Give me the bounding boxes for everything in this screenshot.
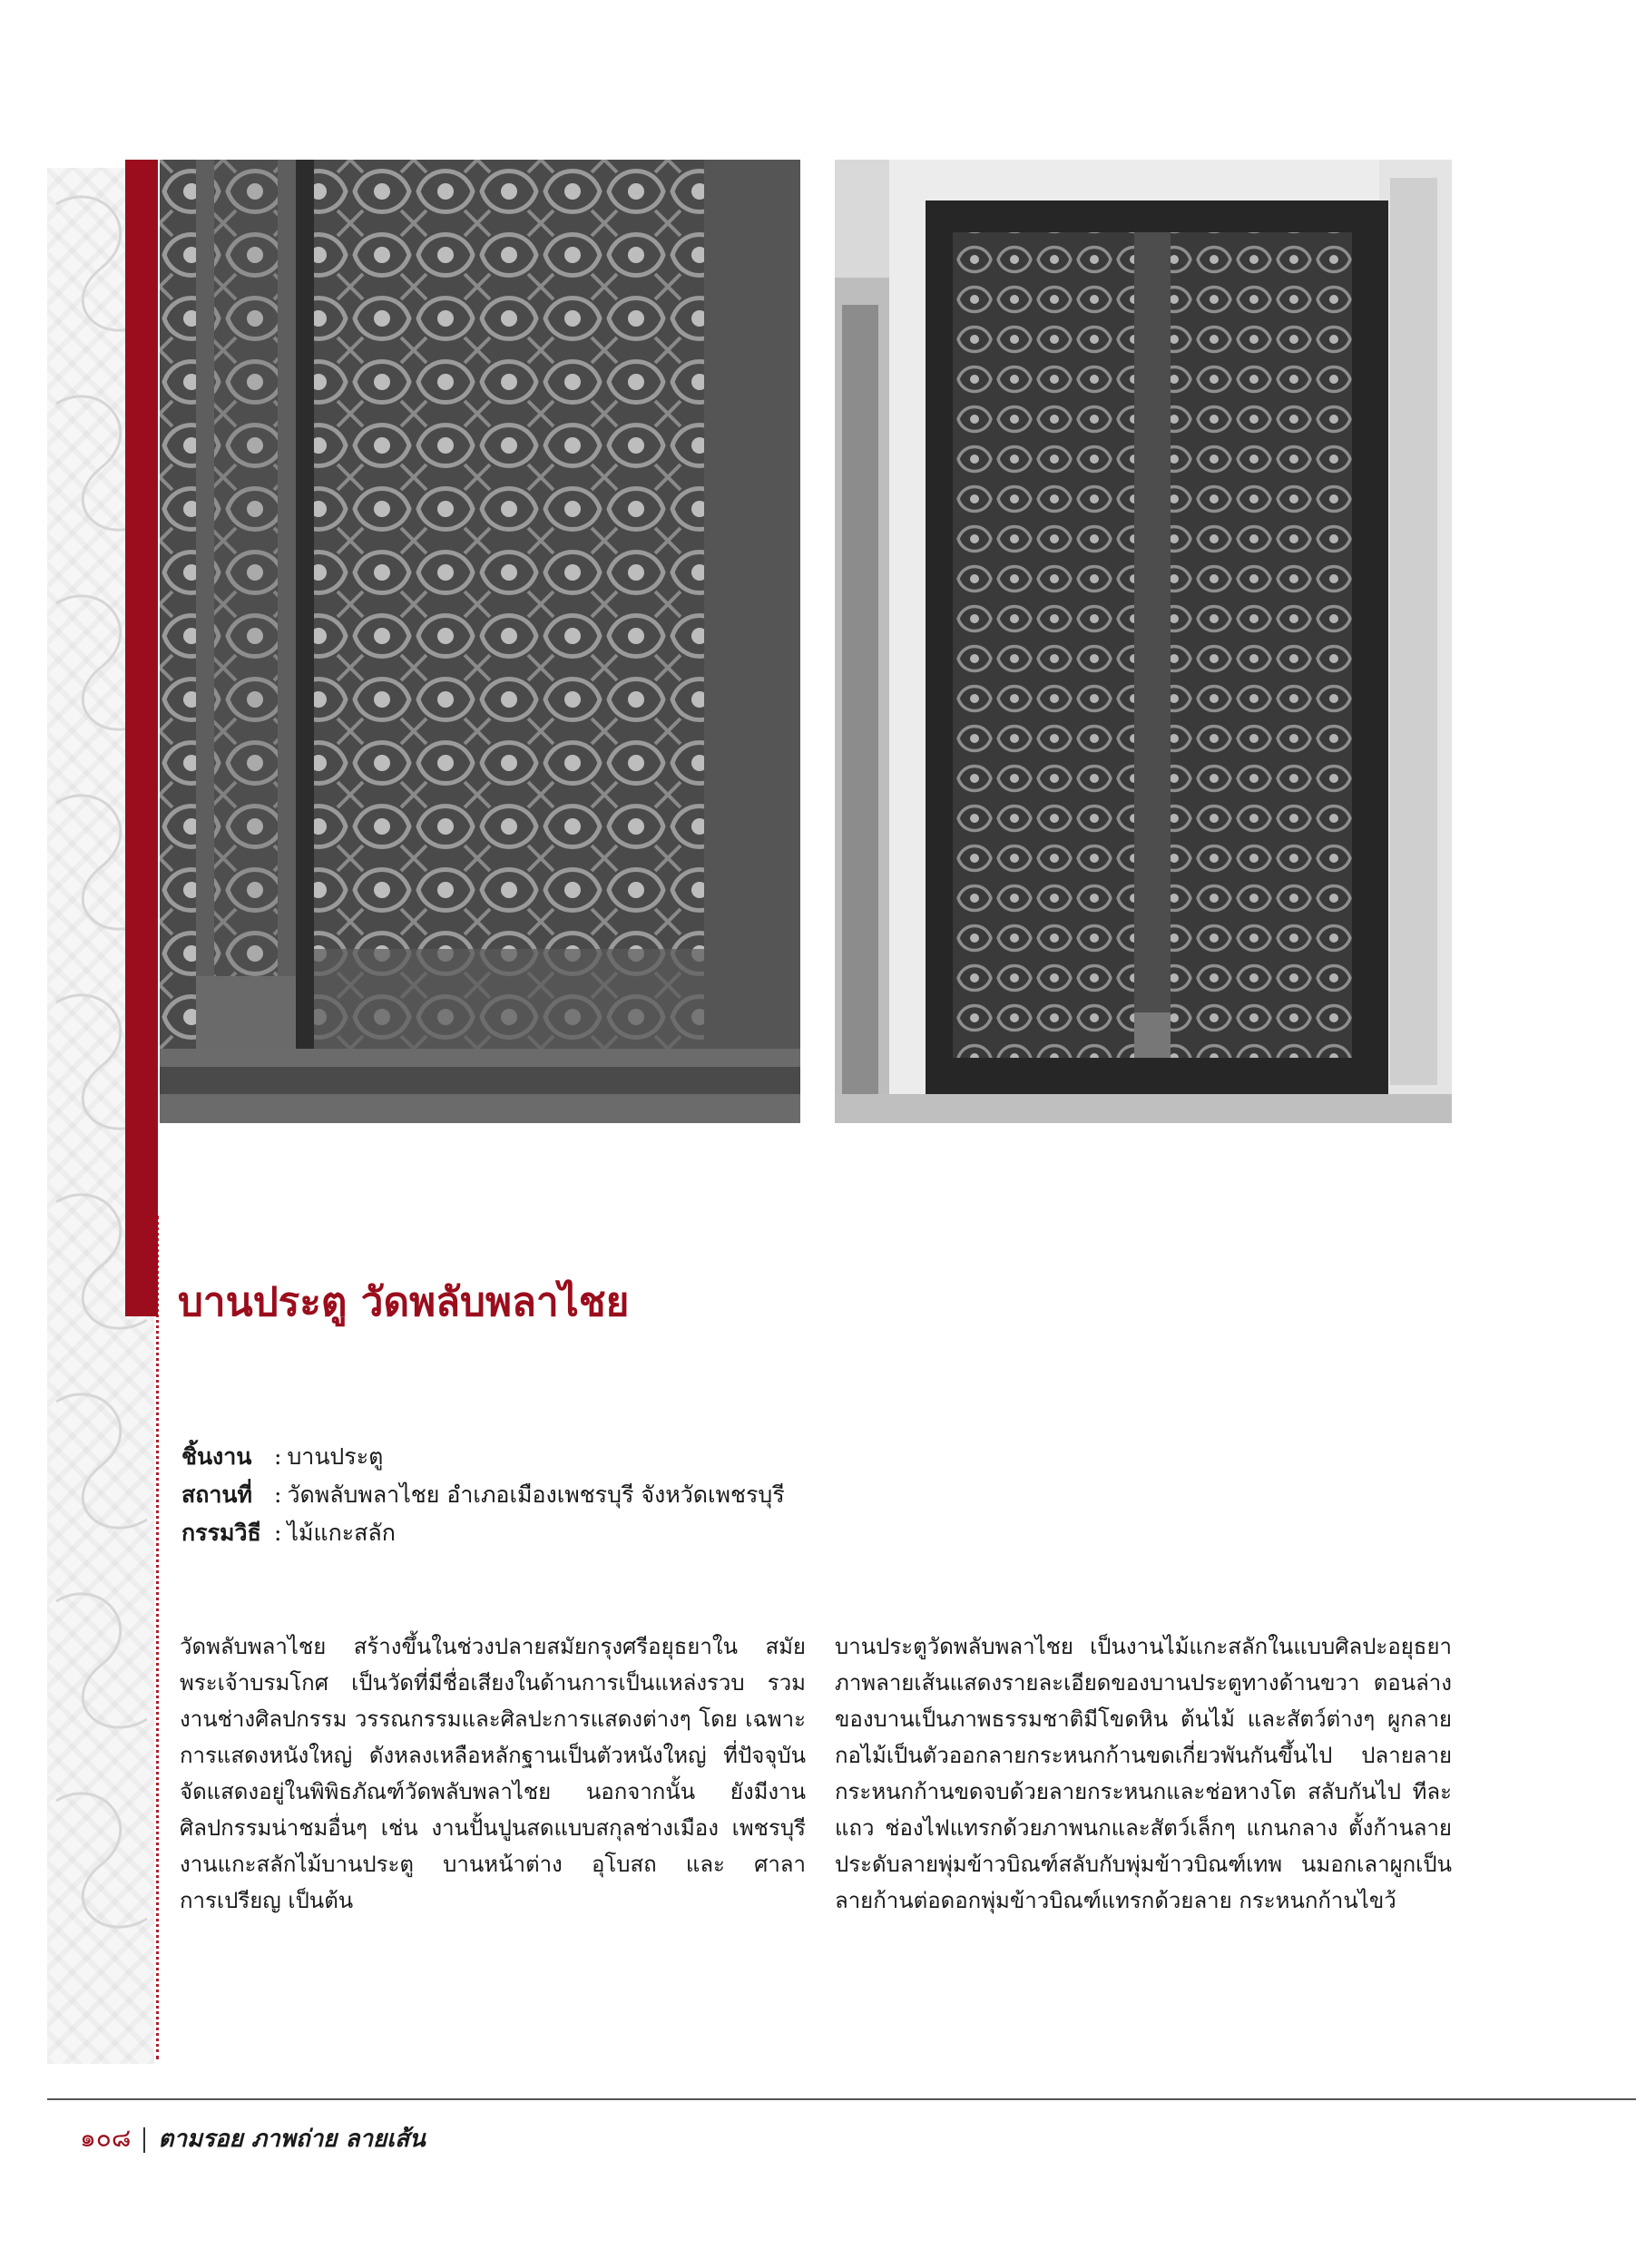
page-footer <box>80 2118 426 2158</box>
book-title: ตามรอย ภาพถ่าย ลายเส้น <box>158 2126 426 2153</box>
meta-separator: : <box>274 1443 282 1470</box>
accent-bar <box>125 160 158 1316</box>
door-photo-closeup <box>160 160 800 1123</box>
door-photo-full <box>835 160 1452 1123</box>
meta-separator: : <box>274 1481 282 1508</box>
meta-piece-row <box>181 1438 785 1476</box>
page-title: บานประตู วัดพลับพลาไชย <box>178 1279 630 1325</box>
page-number: ๑๐๘ <box>80 2123 132 2153</box>
dotted-divider <box>156 1216 159 2059</box>
meta-place-row <box>181 1476 785 1514</box>
body-text-left: วัดพลับพลาไชย สร้างขึ้นในช่วงปลายสมัยกรุงศรีอยุธยาใน สมัยพระเจ้าบรมโกศ เป็นวัดที่มีชื่อเสียงในด้านการเป็นแหล่งรวบ รวมงานช่างศิลปกรรม วรรณกรรมและศิลปะการแสดงต่างๆ โดย เฉพาะการแสดงหนังใหญ่ ดังหลงเหลือหลักฐานเป็นตัวหนังใหญ่ ที่ปัจจุบันจัดแสดงอยู่ในพิพิธภัณฑ์วัดพลับพลาไชย นอกจากนั้น ยังมีงานศิลปกรรมน่าชมอื่นๆ เช่น งานปั้นปูนสดแบบสกุลช่างเมือง เพชรบุรี งานแกะสลักไม้บานประตู บานหน้าต่าง อุโบสถ และ ศาลาการเปรียญ เป็นต้น <box>180 1634 806 1913</box>
meta-method-row <box>181 1514 785 1552</box>
meta-place-label: สถานที่ <box>181 1481 253 1508</box>
meta-method-label: กรรมวิธี <box>181 1520 261 1546</box>
artwork-metadata <box>181 1438 785 1552</box>
meta-separator: : <box>274 1520 282 1546</box>
meta-piece-value: บานประตู <box>287 1443 384 1470</box>
meta-place-value: วัดพลับพลาไชย อำเภอเมืองเพชรบุรี จังหวัดเพชรบุรี <box>287 1481 785 1508</box>
meta-piece-label: ชิ้นงาน <box>181 1443 252 1470</box>
footer-divider <box>143 2127 145 2153</box>
meta-method-value: ไม้แกะสลัก <box>287 1520 396 1546</box>
footer-rule <box>47 2098 1636 2100</box>
body-text-right: บานประตูวัดพลับพลาไชย เป็นงานไม้แกะสลักในแบบศิลปะอยุธยา ภาพลายเส้นแสดงรายละเอียดของบานประตูทางด้านขวา ตอนล่าง ของบานเป็นภาพธรรมชาติมีโขดหิน ต้นไม้ และสัตว์ต่างๆ ผูกลาย กอไม้เป็นตัวออกลายกระหนกก้านขดเกี่ยวพันกันขึ้นไป ปลายลาย กระหนกก้านขดจบด้วยลายกระหนกและช่อหางโต สลับกันไป ทีละแถว ช่องไฟแทรกด้วยภาพนกและสัตว์เล็กๆ แกนกลาง ตั้งก้านลายประดับลายพุ่มข้าวบิณฑ์สลับกับพุ่มข้าวบิณฑ์เทพ นมอกเลาผูกเป็นลายก้านต่อดอกพุ่มข้าวบิณฑ์แทรกด้วยลาย กระหนกก้านไขว้ <box>835 1634 1452 1913</box>
